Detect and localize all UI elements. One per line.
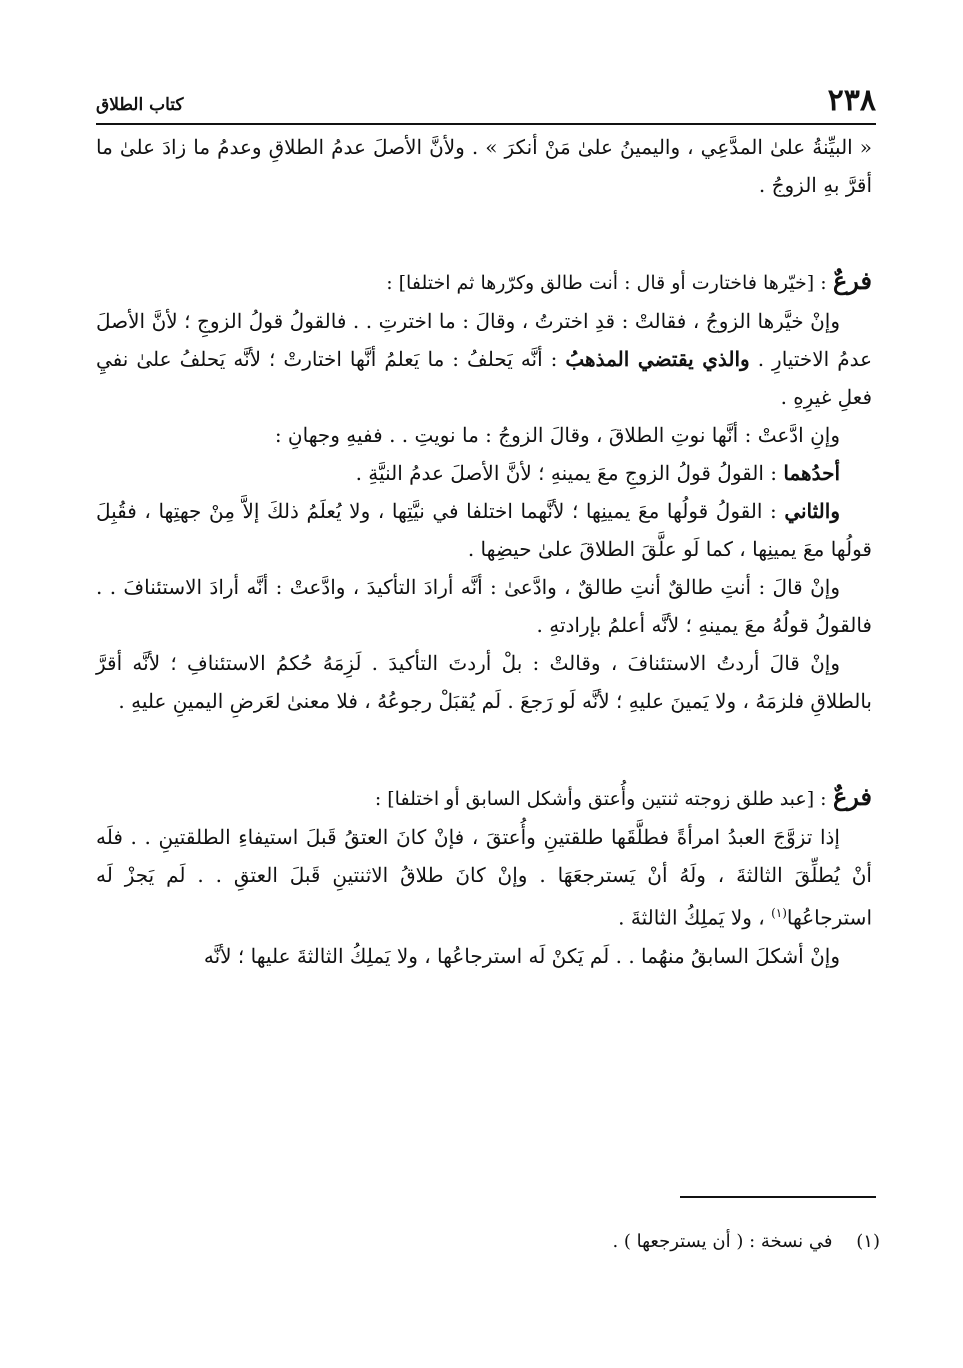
page-header — [96, 76, 876, 116]
far-heading-text: : [خيّرها فاختارت أو قال : أنت طالق وكرّرها ثم اختلفا] : — [386, 272, 827, 294]
paragraph — [96, 454, 872, 492]
paragraph — [96, 492, 872, 568]
bold-phrase: والذي يقتضي المذهبُ — [565, 347, 750, 371]
paragraph-text: ، ولا يَملِكُ الثالثةَ . — [618, 905, 765, 930]
section-spacer — [96, 204, 872, 262]
footnote-number: (١) — [856, 1231, 880, 1252]
footnote — [96, 1228, 880, 1256]
paragraph: وإنْ أشكلَ السابقُ منهُما . . لَم يَكنْ لَه استرجاعُها ، ولا يَملِكُ الثالثةَ عليها ؛ لأنَّه — [203, 943, 840, 968]
far-label: فرعٌ — [832, 266, 872, 295]
paragraph-continuation: « البيِّنةُ علىٰ المدَّعِي ، واليمينُ علىٰ مَنْ أنكرَ » . ولأنَّ الأصلَ عدمُ الطلاقِ وعدمُ ما زادَ علىٰ ما أقرَّ بهِ الزوجُ . — [96, 135, 872, 197]
paragraph-text: : القولُ قولُ الزوجِ معَ يمينهِ ؛ لأنَّ الأصلَ عدمُ النيَّةِ . — [355, 461, 778, 485]
paragraph-text: إذا تزوَّجَ العبدُ امرأةً فطلَّقَها طلقتينِ وأُعتقَ ، فإنْ كانَ العتقُ قَبلَ استيفاءِ الطلقتينِ . . فلَه أنْ يُطلِّقَ الثالثةَ ، ولَهُ أنْ يَسترجعَهَا . وإنْ كانَ طلاقُ الاثنتينِ قَبلَ العتقِ . . لَم يَجزْ لَه استرجاعُها — [96, 825, 872, 930]
paragraph: وإنْ قالَ أردتُ الاستئنافَ ، وقالتْ : بلْ أردتَ التأكيدَ . لَزِمَهُ حُكمُ الاستئنافِ ؛ لأنَّه أقرَّ بالطلاقِ فلزمَهُ ، ولا يَمينَ عليهِ ؛ لأنَّه لَو رَجعَ . لَم يُقبَلْ رجوعُهُ ، فلا معنىٰ لعَرضِ اليمينِ عليهِ . — [96, 651, 872, 713]
paragraph — [96, 302, 872, 416]
paragraph-text: : أنَّه يَحلفُ : ما يَعلمُ أنَّها اختارتْ ؛ لأنَّه يَحلفُ علىٰ نفيِ فعلِ غيرِهِ . — [96, 347, 872, 409]
footnote-reference[interactable]: (١) — [771, 906, 787, 920]
section-heading-1 — [96, 262, 872, 302]
book-title: كتاب الطلاق — [96, 95, 184, 115]
page-number: ٢٣٨ — [827, 83, 876, 118]
far-label: فرعٌ — [832, 782, 872, 811]
paragraph: وإنْ قالَ : أنتِ طالقٌ أنتِ طالقٌ ، وادَّعىٰ : أنَّه أرادَ التأكيدَ ، وادَّعتْ : أنَّه أرادَ الاستئنافَ . . فالقولُ قولُهُ معَ يمينهِ ؛ لأنَّه أعلمُ بإرادتهِ . — [96, 575, 872, 637]
footnote-rule — [680, 1196, 876, 1198]
paragraph: وإنِ ادَّعتْ : أنَّها نوتِ الطلاقَ ، وقالَ الزوجُ : ما نويتِ . . ففيهِ وجهانِ : — [274, 423, 840, 447]
paragraph-text: : القولُ قولُها معَ يمينِها ؛ لأنَّهما اختلفا في نيَّتِها ، ولا يُعلَمُ ذلكَ إلاَّ مِنْ جهتِها ، فقُبِلَ قولُها معَ يمينِها ، كما لَو علَّقَ الطلاقَ علىٰ حيضِها . — [96, 499, 872, 561]
bold-phrase: أحدُهما — [783, 461, 840, 485]
paragraph — [96, 818, 872, 937]
section-spacer — [96, 720, 872, 778]
far-heading-text: : [عبد طلق زوجته ثنتين وأُعتق وأشكل السابق أو اختلفا] : — [374, 788, 827, 810]
bold-phrase: والثاني — [784, 499, 840, 523]
paragraph-text: وإنْ خيَّرها الزوجُ ، فقالتْ : قدِ اخترتُ ، وقالَ : ما اخترتِ . . فالقولُ قولُ الزوجِ ؛ لأنَّ الأصلَ عدمُ الاختيارِ . — [96, 309, 873, 371]
header-rule — [96, 123, 876, 125]
footnote-text: في نسخة : ( أن يسترجعها ) . — [612, 1231, 833, 1252]
main-text — [96, 128, 872, 975]
section-heading-2 — [96, 778, 872, 818]
